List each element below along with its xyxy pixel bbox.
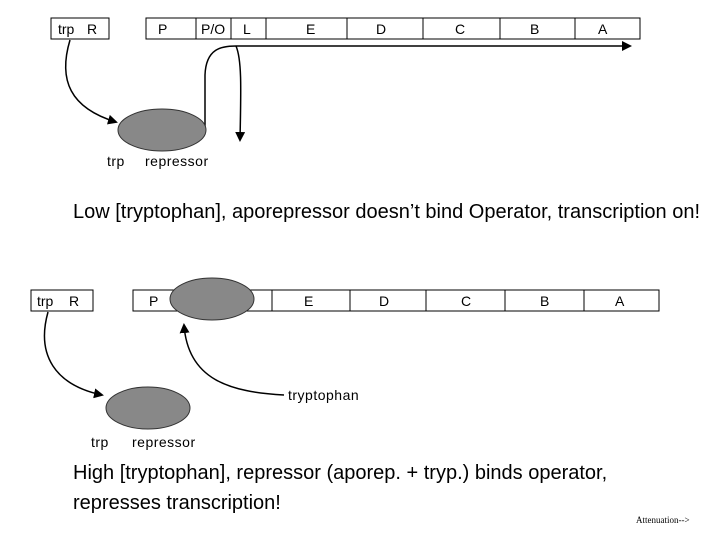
top-regulator-gene-letter: R	[87, 21, 98, 37]
top-loop-arrow-right	[236, 46, 241, 140]
top-segment-gene-d: D	[376, 21, 387, 37]
top-repressor-protein	[118, 109, 206, 151]
high-tryptophan-caption: High [tryptophan], repressor (aporep. + tryp.) binds operator, represses transcription!	[73, 462, 608, 514]
top-segment-promoter-operator: P/O	[201, 21, 226, 37]
bottom-repressor-symbol: trp	[91, 434, 109, 450]
top-regulator-to-repressor-arrow	[66, 40, 116, 122]
bottom-segment-gene-a: A	[615, 293, 625, 309]
bottom-segment-gene-d: D	[379, 293, 390, 309]
tryptophan-binding-arrow	[184, 325, 284, 395]
bottom-segment-gene-b: B	[540, 293, 550, 309]
attenuation-link[interactable]: Attenuation-->	[636, 515, 690, 525]
bottom-repressor-protein	[106, 387, 190, 429]
bottom-segment-gene-c: C	[461, 293, 472, 309]
bottom-segment-promoter: P	[149, 293, 159, 309]
top-regulator-gene-symbol: trp	[58, 21, 75, 37]
bottom-regulator-gene-symbol: trp	[37, 293, 54, 309]
top-loop-arrow	[205, 46, 236, 130]
top-operon-bar	[146, 18, 640, 39]
top-repressor-word: repressor	[145, 153, 209, 169]
top-segment-gene-a: A	[598, 21, 608, 37]
top-segment-gene-b: B	[530, 21, 540, 37]
top-regulator-gene-box	[51, 18, 109, 39]
bottom-repressor-word: repressor	[132, 434, 196, 450]
tryptophan-label: tryptophan	[288, 387, 360, 403]
bottom-regulator-gene-letter: R	[69, 293, 80, 309]
top-segment-gene-c: C	[455, 21, 466, 37]
bottom-regulator-gene-box	[31, 290, 93, 311]
bottom-segment-gene-e: E	[304, 293, 314, 309]
top-repressor-symbol: trp	[107, 153, 125, 169]
top-segment-gene-e: E	[306, 21, 316, 37]
bottom-bound-repressor	[170, 278, 254, 320]
bottom-regulator-to-repressor-arrow	[44, 312, 102, 395]
low-tryptophan-caption: Low [tryptophan], aporepressor doesn’t bind Operator, transcription on!	[73, 201, 701, 223]
top-segment-promoter: P	[158, 21, 168, 37]
top-segment-leader: L	[243, 21, 251, 37]
